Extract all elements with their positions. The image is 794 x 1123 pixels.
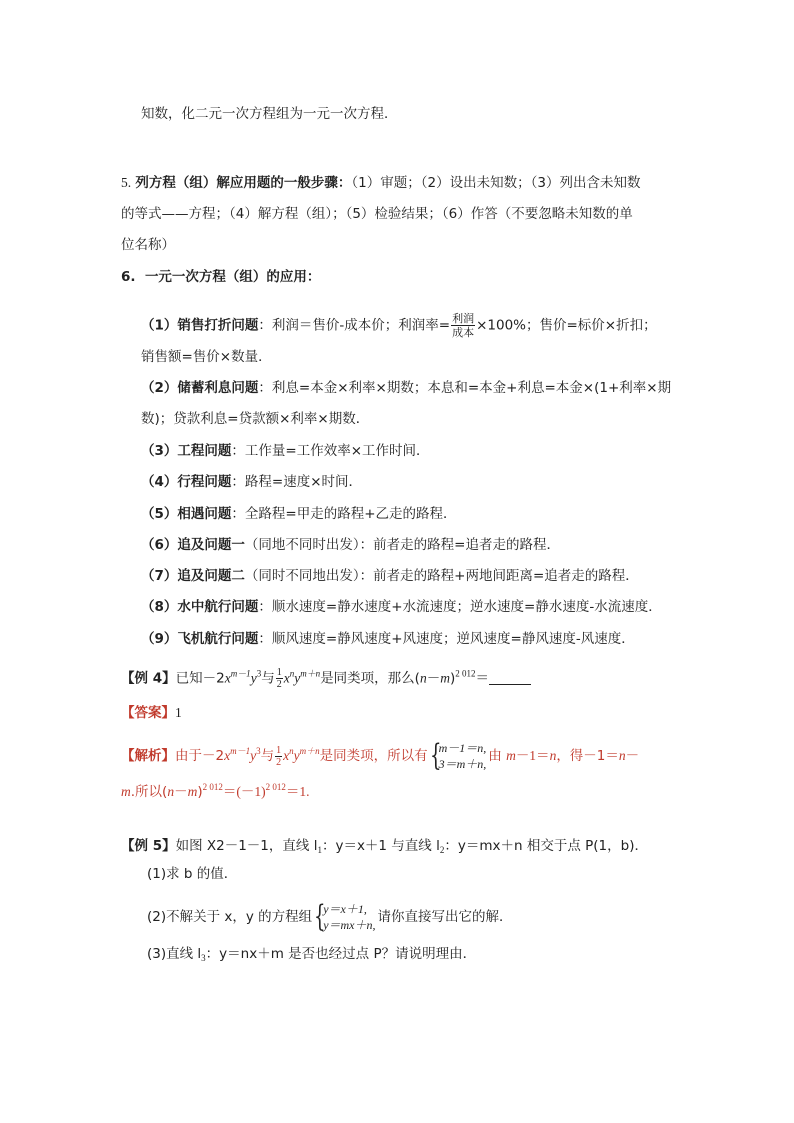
problem-5-title: 相遇问题 <box>177 506 232 522</box>
problem-6: （6）追及问题一（同地不同时出发）：前者走的路程=追者走的路程． <box>141 537 560 553</box>
example5-tag: 【例 5】 <box>121 838 176 854</box>
item6-number: 6. <box>121 269 136 285</box>
problem-8: （8）水中航行问题：顺水速度=静水速度+水流速度；逆水速度=静水速度-水流速度． <box>141 599 662 615</box>
problem-9: （9）飞机航行问题：顺风速度=静风速度+风速度；逆风速度=静风速度-风速度． <box>141 631 635 647</box>
item5-number: 5. <box>121 175 132 190</box>
problem-1-title: 销售打折问题 <box>177 317 259 334</box>
item5-line2: 的等式——方程；（4）解方程（组）；（5）检验结果；（6）作答（不要忽略未知数的单 <box>121 206 633 222</box>
answer-line <box>121 703 182 723</box>
problem-3: （3）工程问题：工作量=工作效率×工作时间． <box>141 443 430 459</box>
problem-4-title: 行程问题 <box>177 474 232 490</box>
item5-line1-rest: （1）审题；（2）设出未知数；（3）列出含未知数 <box>351 175 641 191</box>
problem-7: （7）追及问题二（同时不同地出发）：前者走的路程+两地间距离=追者走的路程． <box>141 568 639 584</box>
example5-line1: 【例 5】如图 X2－1－1，直线 $l_1$：y＝x＋1 与直线 $l_2$：y＝mx＋n 相交于点 P(1，b)． <box>121 838 648 855</box>
half-fraction: $\frac{1}{2}$ <box>276 667 282 690</box>
analysis-tag: 【解析】 <box>121 748 175 764</box>
item5-line1 <box>121 173 640 193</box>
problem-9-title: 飞机航行问题 <box>177 631 259 647</box>
problem-2: （2）储蓄利息问题：利息=本金×利率×期数；本息和=本金+利息=本金×(1+利率×期 <box>141 380 672 396</box>
analysis-line1: 【解析】由于$-2x^{m-1}y^3$与 $\frac{1}{2}$ $x^ny^{m+n}$是同类项，所以有 { m－1＝n, 3＝m＋n, 由 m－1＝n，得－1＝n－ <box>121 738 640 773</box>
item6-title: 一元一次方程（组）的应用： <box>144 269 321 285</box>
example4: 【例 4】已知$-2x^{m-1}y^3$与 $\frac{1}{2}$ $x^ny^{m+n}$是同类项，那么$(n-m)^{2 012}=$ <box>121 667 531 690</box>
problem-5: （5）相遇问题：全路程=甲走的路程+乙走的路程． <box>141 506 457 522</box>
intro-line: 知数，化二元一次方程组为一元一次方程． <box>141 106 398 122</box>
answer-blank <box>489 672 531 685</box>
problem-2-cont: 数)；贷款利息=贷款额×利率×期数． <box>141 411 370 427</box>
problem-8-title: 水中航行问题 <box>177 599 259 615</box>
item6-heading <box>121 267 320 287</box>
problem-7-title: 追及问题二 <box>177 568 245 584</box>
analysis-line2: m.所以$(n-m)^{2 012}=(-1)^{2 012}=1$. <box>121 782 310 800</box>
example4-tag: 【例 4】 <box>121 670 176 687</box>
answer-tag: 【答案】 <box>121 705 175 721</box>
problem-6-title: 追及问题一 <box>177 537 245 553</box>
item5-heading: 列方程（组）解应用题的一般步骤： <box>135 175 352 191</box>
example5-q1: (1)求 b 的值． <box>147 866 238 882</box>
analysis-system: { m－1＝n, 3＝m＋n, <box>429 738 487 773</box>
problem-3-title: 工程问题 <box>177 443 232 459</box>
item5-line3: 位名称） <box>121 237 175 253</box>
example5-system: { y＝x＋1, y＝mx＋n, <box>314 899 376 934</box>
problem-1: （1）销售打折问题：利润＝售价-成本价；利润率= $\frac{\text{利润}}{\text{成本}}$ ×100%；售价=标价×折扣； <box>141 312 657 339</box>
problem-4: （4）行程问题：路程=速度×时间． <box>141 474 363 490</box>
example5-q2: (2)不解关于 x，y 的方程组 { y＝x＋1, y＝mx＋n, 请你直接写出它的解． <box>147 899 513 934</box>
answer-value: 1 <box>175 705 182 720</box>
profit-rate-fraction: $\frac{\text{利润}}{\text{成本}}$ <box>452 312 475 339</box>
problem-2-title: 储蓄利息问题 <box>177 380 259 396</box>
example5-q3: (3)直线 $l_3$：y＝nx＋m 是否也经过点 P？请说明理由． <box>147 946 477 963</box>
problem-1-cont: 销售额=售价×数量． <box>141 349 272 365</box>
